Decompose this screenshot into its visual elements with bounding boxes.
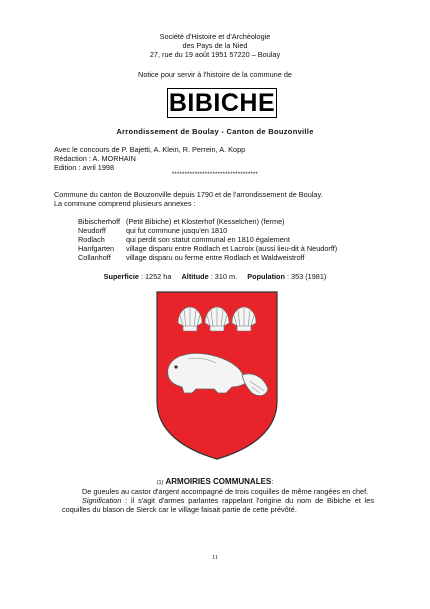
annex-name: Hanfgarten (78, 244, 115, 254)
annex-row (78, 235, 378, 244)
population-value: : 353 (1981) (286, 272, 327, 281)
armoiries-body (62, 487, 374, 514)
credits-block (54, 145, 384, 172)
credits-concours: Avec le concours de P. Bajetti, A. Klein, R. Perrein, A. Kopp (54, 145, 246, 154)
society-line: 27, rue du 19 août 1951 57220 – Boulay (149, 50, 281, 60)
credits-edition: Edition : avril 1998 (54, 163, 115, 173)
annex-row (78, 244, 378, 253)
signification-paragraph (62, 496, 374, 514)
annex-row (78, 226, 378, 235)
intro-block (54, 190, 394, 208)
annex-name: Rodlach (78, 235, 105, 245)
society-header (0, 32, 430, 59)
page-title: BIBICHE (168, 88, 276, 117)
page-number: 11 (212, 555, 218, 561)
annex-row (78, 217, 378, 226)
annexes-list (78, 217, 378, 262)
footnote-number: (1) (156, 480, 164, 486)
title-box (167, 88, 277, 118)
annex-desc: village disparu ou ferme entre Rodlach et Waldweistroff (126, 253, 305, 263)
notice-line: Notice pour servir à l'histoire de la commune de (138, 70, 292, 79)
society-line: des Pays de la Nied (182, 41, 248, 51)
signification-text: : il s'agit d'armes parlantes rappelant l'origine du nom de Bibiche et les coquilles du blason de Sierck car le village faisait partie de cette prévôté. (62, 496, 374, 515)
society-line: Société d'Histoire et d'Archéologie (159, 32, 271, 41)
credits-redaction: Rédaction : A. MORHAIN (54, 154, 136, 164)
annex-desc: village disparu entre Rodlach et Lacroix (aussi lieu-dit à Neudorff) (126, 244, 338, 254)
intro-line: La commune comprend plusieurs annexes : (54, 199, 196, 209)
altitude-label: Altitude (181, 272, 209, 281)
annex-name: Neudorff (78, 226, 106, 236)
annex-desc: qui perdit son statut communal en 1810 également (126, 235, 290, 245)
population-label: Population (247, 272, 285, 281)
subtitle: Arrondissement de Boulay - Canton de Bouzonville (116, 127, 314, 136)
armoiries-title: ARMOIRIES COMMUNALES (165, 477, 272, 486)
stats-line (0, 272, 430, 281)
star-separator: ********************************** (171, 172, 259, 178)
signification-label: Signification (82, 496, 122, 506)
annex-desc: (Petit Bibiche) et Klosterhof (Kesselchen) (ferme) (126, 217, 285, 226)
superficie-label: Superficie (103, 272, 139, 281)
annex-name: Collanhoff (78, 253, 111, 263)
annex-desc: qui fut commune jusqu'en 1810 (126, 226, 228, 236)
blazon-text: De gueules au castor d'argent accompagné de trois coquilles de même rangées en chef. (82, 487, 369, 496)
superficie-value: : 1252 ha (138, 272, 172, 281)
altitude-value: : 310 m. (210, 272, 238, 281)
annex-row (78, 253, 378, 262)
intro-line: Commune du canton de Bouzonville depuis 1790 et de l'arrondissement de Boulay. (54, 190, 323, 199)
annex-name: Bibischerhoff (78, 217, 121, 226)
coat-of-arms-image (154, 289, 280, 461)
armoiries-colon: : (271, 477, 274, 486)
